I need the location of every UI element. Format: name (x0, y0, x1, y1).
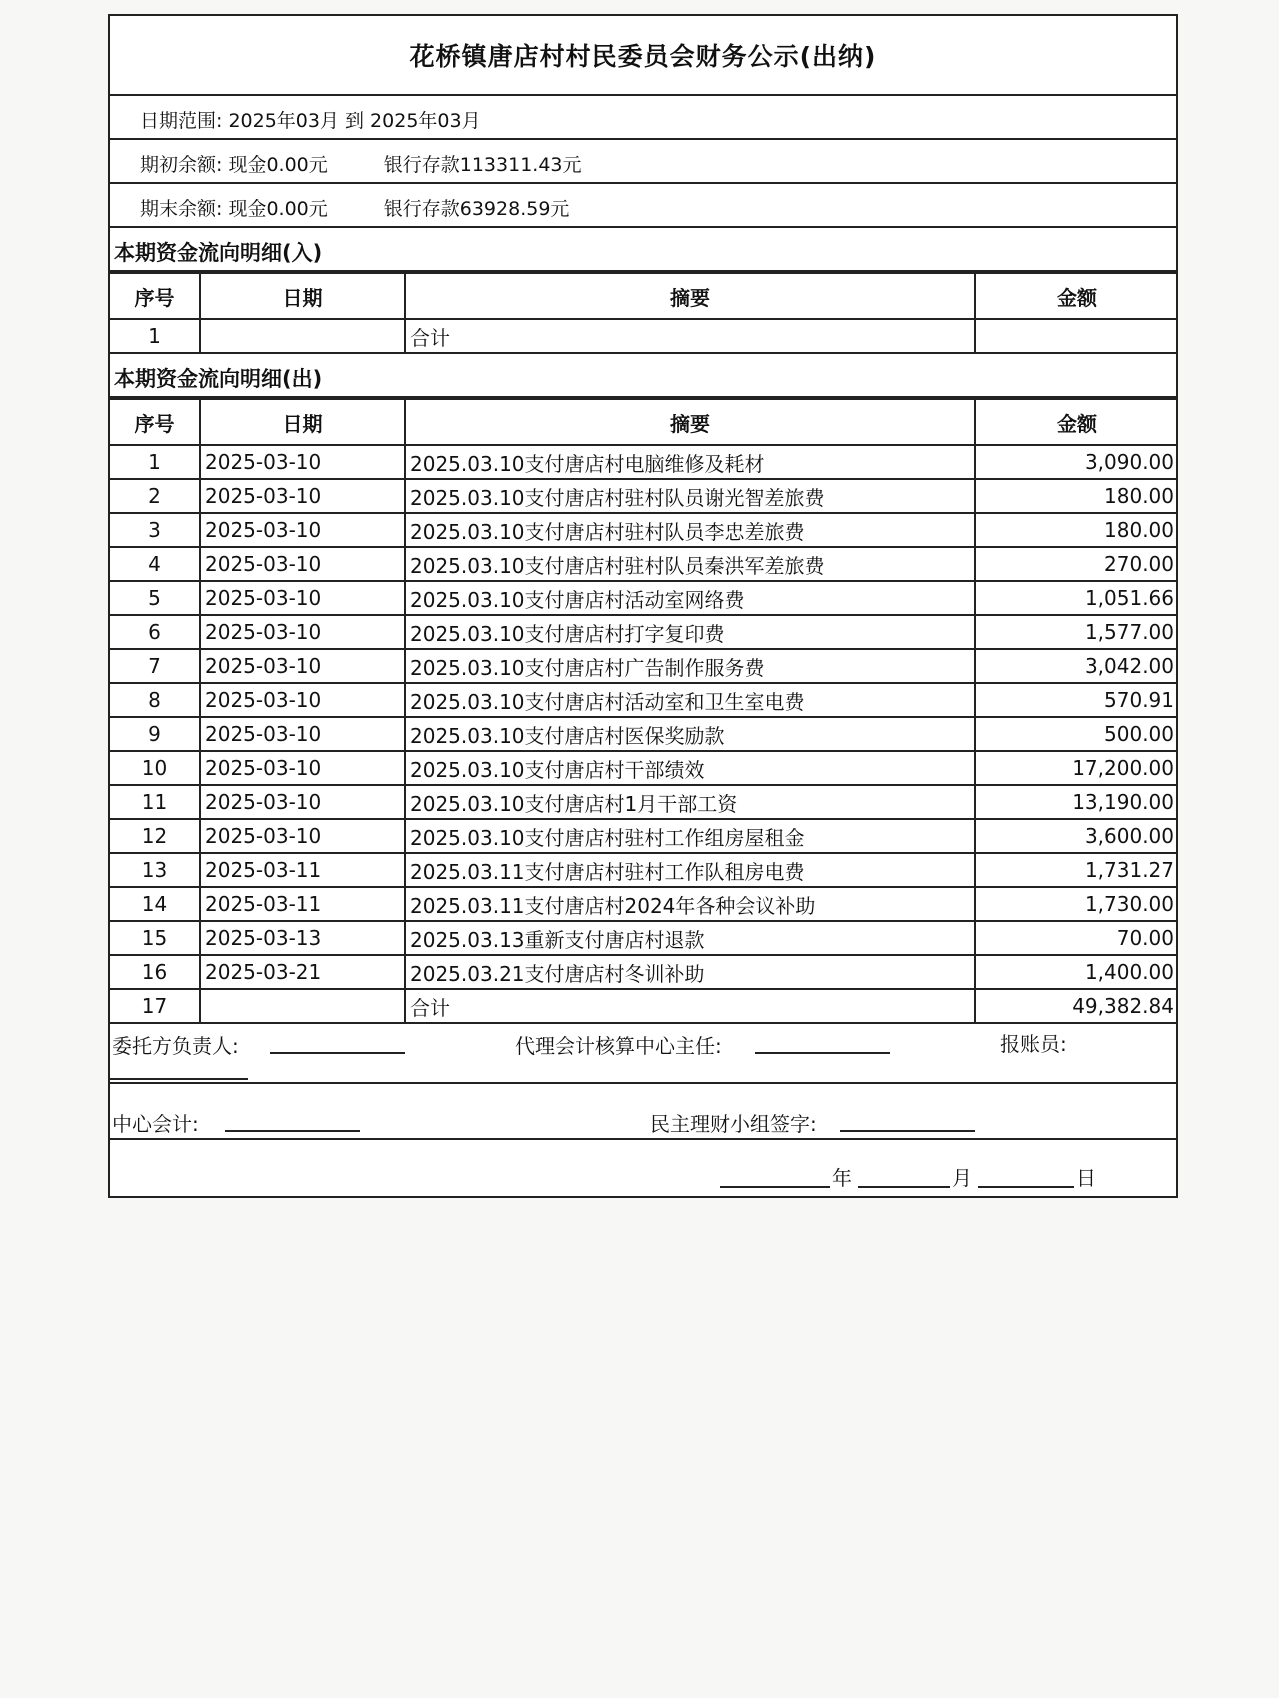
row-amount: 3,090.00 (975, 445, 1176, 479)
row-date: 2025-03-11 (200, 853, 405, 887)
row-amount: 570.91 (975, 683, 1176, 717)
row-date: 2025-03-10 (200, 513, 405, 547)
date-range-row (110, 96, 1176, 140)
row-no: 12 (110, 819, 200, 853)
signature-row-2 (110, 1084, 1176, 1140)
row-amount: 1,577.00 (975, 615, 1176, 649)
row-summary: 2025.03.10支付唐店村活动室和卫生室电费 (405, 683, 975, 717)
row-summary: 2025.03.10支付唐店村打字复印费 (405, 615, 975, 649)
signature-row-1 (110, 1024, 1176, 1084)
finance-group-blank[interactable] (840, 1130, 975, 1132)
row-date: 2025-03-10 (200, 785, 405, 819)
header-no: 序号 (110, 399, 200, 445)
expense-table (110, 398, 1176, 1024)
row-amount: 3,042.00 (975, 649, 1176, 683)
center-director-blank[interactable] (755, 1052, 890, 1054)
opening-balance-row (110, 140, 1176, 184)
center-accountant-label: 中心会计: (112, 1112, 199, 1136)
row-summary: 2025.03.10支付唐店村活动室网络费 (405, 581, 975, 615)
table-row (110, 319, 1176, 353)
row-summary: 2025.03.11支付唐店村驻村工作队租房电费 (405, 853, 975, 887)
row-no: 16 (110, 955, 200, 989)
row-no: 2 (110, 479, 200, 513)
year-label: 年 (832, 1166, 852, 1190)
document-title: 花桥镇唐店村村民委员会财务公示(出纳) (110, 16, 1176, 96)
opening-cash: 期初余额: 现金0.00元 (140, 154, 328, 176)
row-amount: 70.00 (975, 921, 1176, 955)
closing-cash: 期末余额: 现金0.00元 (140, 198, 328, 220)
finance-group-label: 民主理财小组签字: (650, 1112, 817, 1136)
row-no: 1 (110, 445, 200, 479)
day-blank[interactable] (978, 1186, 1074, 1188)
closing-balance-row (110, 184, 1176, 228)
table-row (110, 853, 1176, 887)
row-date: 2025-03-10 (200, 445, 405, 479)
row-date: 2025-03-10 (200, 581, 405, 615)
row-amount: 49,382.84 (975, 989, 1176, 1023)
row-amount: 180.00 (975, 479, 1176, 513)
row-no: 13 (110, 853, 200, 887)
row-date: 2025-03-10 (200, 479, 405, 513)
row-no: 11 (110, 785, 200, 819)
finance-disclosure-sheet (108, 14, 1178, 1198)
row-summary: 2025.03.10支付唐店村干部绩效 (405, 751, 975, 785)
table-row (110, 955, 1176, 989)
header-date: 日期 (200, 273, 405, 319)
row-summary: 2025.03.21支付唐店村冬训补助 (405, 955, 975, 989)
closing-bank: 银行存款63928.59元 (383, 198, 570, 220)
row-date: 2025-03-10 (200, 751, 405, 785)
year-blank[interactable] (720, 1186, 830, 1188)
client-head-blank[interactable] (270, 1052, 405, 1054)
row-summary: 2025.03.11支付唐店村2024年各种会议补助 (405, 887, 975, 921)
header-summary: 摘要 (405, 273, 975, 319)
income-header-row (110, 273, 1176, 319)
reimburser-blank[interactable] (110, 1078, 248, 1080)
month-label: 月 (952, 1166, 972, 1190)
row-summary: 2025.03.10支付唐店村驻村队员李忠差旅费 (405, 513, 975, 547)
row-summary: 2025.03.10支付唐店村广告制作服务费 (405, 649, 975, 683)
header-summary: 摘要 (405, 399, 975, 445)
row-no: 4 (110, 547, 200, 581)
income-table (110, 272, 1176, 354)
row-date: 2025-03-10 (200, 649, 405, 683)
row-date: 2025-03-10 (200, 717, 405, 751)
reimburser-label: 报账员: (1000, 1032, 1067, 1056)
table-row (110, 989, 1176, 1023)
row-no: 5 (110, 581, 200, 615)
table-row (110, 683, 1176, 717)
row-no: 3 (110, 513, 200, 547)
row-no: 15 (110, 921, 200, 955)
table-row (110, 513, 1176, 547)
row-no: 8 (110, 683, 200, 717)
row-amount: 1,730.00 (975, 887, 1176, 921)
table-row (110, 921, 1176, 955)
row-summary: 合计 (405, 989, 975, 1023)
row-amount: 17,200.00 (975, 751, 1176, 785)
date-range: 日期范围: 2025年03月 到 2025年03月 (140, 110, 481, 132)
row-no: 1 (110, 319, 200, 353)
row-no: 6 (110, 615, 200, 649)
row-amount: 13,190.00 (975, 785, 1176, 819)
row-date: 2025-03-10 (200, 819, 405, 853)
header-amount: 金额 (975, 399, 1176, 445)
row-date (200, 319, 405, 353)
table-row (110, 819, 1176, 853)
header-no: 序号 (110, 273, 200, 319)
header-date: 日期 (200, 399, 405, 445)
table-row (110, 717, 1176, 751)
row-amount: 3,600.00 (975, 819, 1176, 853)
row-date: 2025-03-13 (200, 921, 405, 955)
table-row (110, 649, 1176, 683)
month-blank[interactable] (858, 1186, 950, 1188)
row-amount (975, 319, 1176, 353)
row-no: 9 (110, 717, 200, 751)
row-amount: 270.00 (975, 547, 1176, 581)
row-date (200, 989, 405, 1023)
signature-date-row (110, 1140, 1176, 1196)
row-date: 2025-03-10 (200, 547, 405, 581)
row-summary: 2025.03.10支付唐店村医保奖励款 (405, 717, 975, 751)
row-no: 17 (110, 989, 200, 1023)
income-section-title: 本期资金流向明细(入) (110, 228, 1176, 272)
table-row (110, 785, 1176, 819)
income-body (110, 319, 1176, 353)
row-date: 2025-03-21 (200, 955, 405, 989)
center-director-label: 代理会计核算中心主任: (515, 1034, 722, 1058)
row-summary: 2025.03.13重新支付唐店村退款 (405, 921, 975, 955)
row-summary: 合计 (405, 319, 975, 353)
table-row (110, 445, 1176, 479)
row-summary: 2025.03.10支付唐店村驻村队员秦洪军差旅费 (405, 547, 975, 581)
table-row (110, 751, 1176, 785)
row-summary: 2025.03.10支付唐店村驻村队员谢光智差旅费 (405, 479, 975, 513)
row-no: 10 (110, 751, 200, 785)
day-label: 日 (1076, 1166, 1096, 1190)
client-head-label: 委托方负责人: (112, 1034, 239, 1058)
row-date: 2025-03-11 (200, 887, 405, 921)
header-amount: 金额 (975, 273, 1176, 319)
row-summary: 2025.03.10支付唐店村驻村工作组房屋租金 (405, 819, 975, 853)
expense-body (110, 445, 1176, 1023)
opening-bank: 银行存款113311.43元 (383, 154, 582, 176)
row-summary: 2025.03.10支付唐店村电脑维修及耗材 (405, 445, 975, 479)
center-accountant-blank[interactable] (225, 1130, 360, 1132)
row-amount: 1,400.00 (975, 955, 1176, 989)
row-date: 2025-03-10 (200, 615, 405, 649)
row-amount: 500.00 (975, 717, 1176, 751)
row-amount: 1,051.66 (975, 581, 1176, 615)
row-date: 2025-03-10 (200, 683, 405, 717)
expense-header-row (110, 399, 1176, 445)
row-no: 14 (110, 887, 200, 921)
table-row (110, 581, 1176, 615)
table-row (110, 615, 1176, 649)
row-no: 7 (110, 649, 200, 683)
expense-section-title: 本期资金流向明细(出) (110, 354, 1176, 398)
table-row (110, 479, 1176, 513)
table-row (110, 547, 1176, 581)
table-row (110, 887, 1176, 921)
row-amount: 180.00 (975, 513, 1176, 547)
row-amount: 1,731.27 (975, 853, 1176, 887)
row-summary: 2025.03.10支付唐店村1月干部工资 (405, 785, 975, 819)
